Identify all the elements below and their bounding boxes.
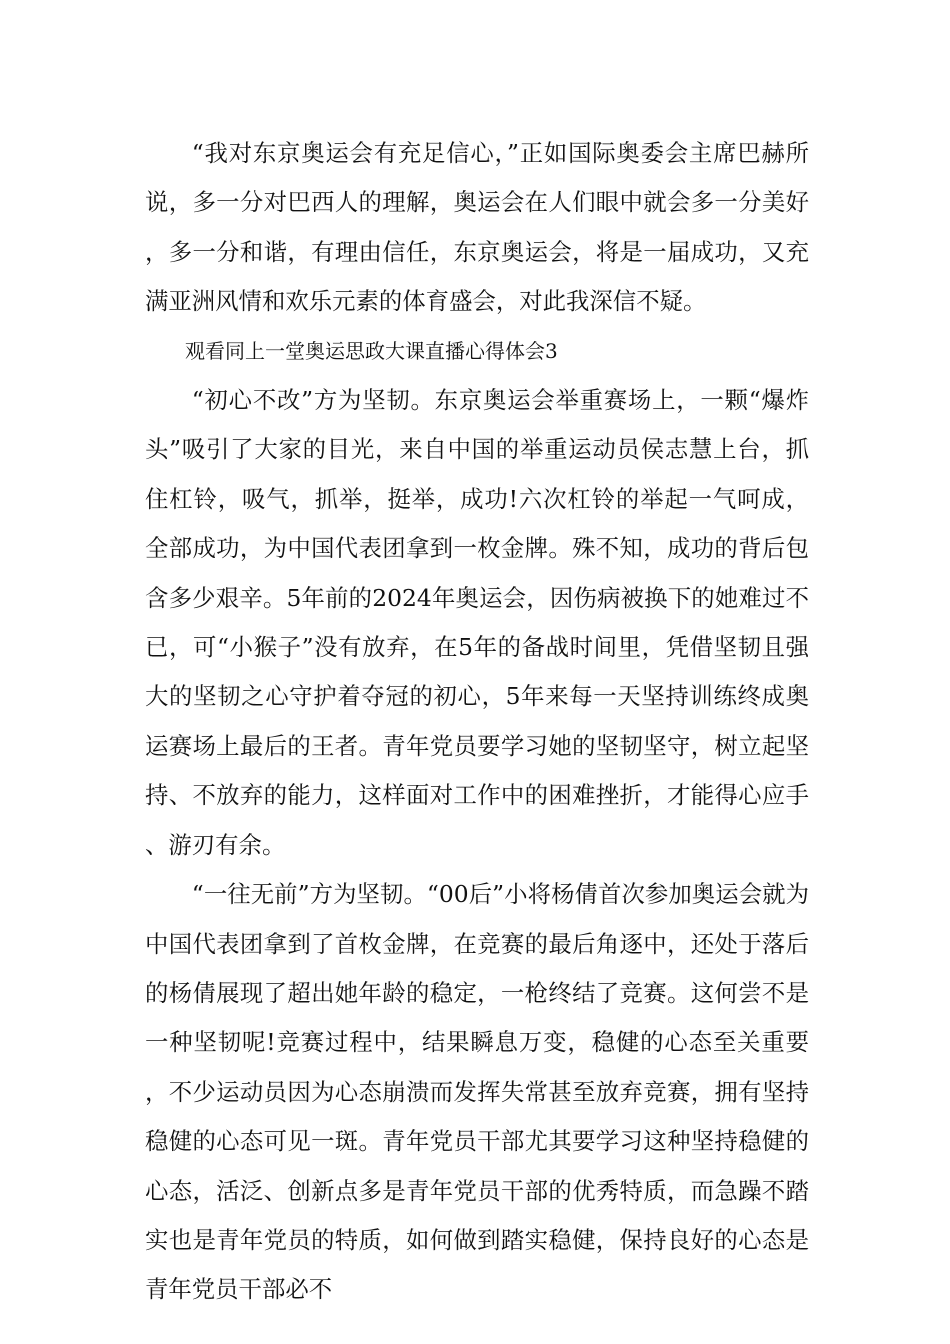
document-body — [145, 129, 809, 1315]
section-heading: 观看同上一堂奥运思政大课直播心得体会3 — [185, 338, 558, 363]
paragraph-original-intention: “初心不改”方为坚韧。东京奥运会举重赛场上，一颗“爆炸头”吸引了大家的目光，来自中国的举重运动员侯志慧上台，抓住杠铃，吸气，抓举，挺举，成功!六次杠铃的举起一气呵成，全部成功，为中国代表团拿到一枚金牌。殊不知，成功的背后包含多少艰辛。5年前的2024年奥运会，因伤病被换下的她难过不已，可“小猴子”没有放弃，在5年的备战时间里，凭借坚韧且强大的坚韧之心守护着夺冠的初心，5年来每一天坚持训练终成奥运赛场上最后的王者。青年党员要学习她的坚韧坚守，树立起坚持、不放弃的能力，这样面对工作中的困难挫折，才能得心应手、游刃有余。 — [145, 386, 809, 859]
paragraph-olympics-confidence: “我对东京奥运会有充足信心，”正如国际奥委会主席巴赫所说，多一分对巴西人的理解，奥运会在人们眼中就会多一分美好，多一分和谐，有理由信任，东京奥运会，将是一届成功，又充满亚洲风情和欢乐元素的体育盛会，对此我深信不疑。 — [145, 139, 809, 316]
paragraph-forge-ahead: “一往无前”方为坚韧。“00后”小将杨倩首次参加奥运会就为中国代表团拿到了首枚金牌，在竞赛的最后角逐中，还处于落后的杨倩展现了超出她年龄的稳定，一枪终结了竞赛。这何尝不是一种坚韧呢!竞赛过程中，结果瞬息万变，稳健的心态至关重要，不少运动员因为心态崩溃而发挥失常甚至放弃竞赛，拥有坚持稳健的心态可见一斑。青年党员干部尤其要学习这种坚持稳健的心态，活泛、创新点多是青年党员干部的优秀特质，而急躁不踏实也是青年党员的特质，如何做到踏实稳健，保持良好的心态是青年党员干部必不 — [145, 880, 809, 1304]
